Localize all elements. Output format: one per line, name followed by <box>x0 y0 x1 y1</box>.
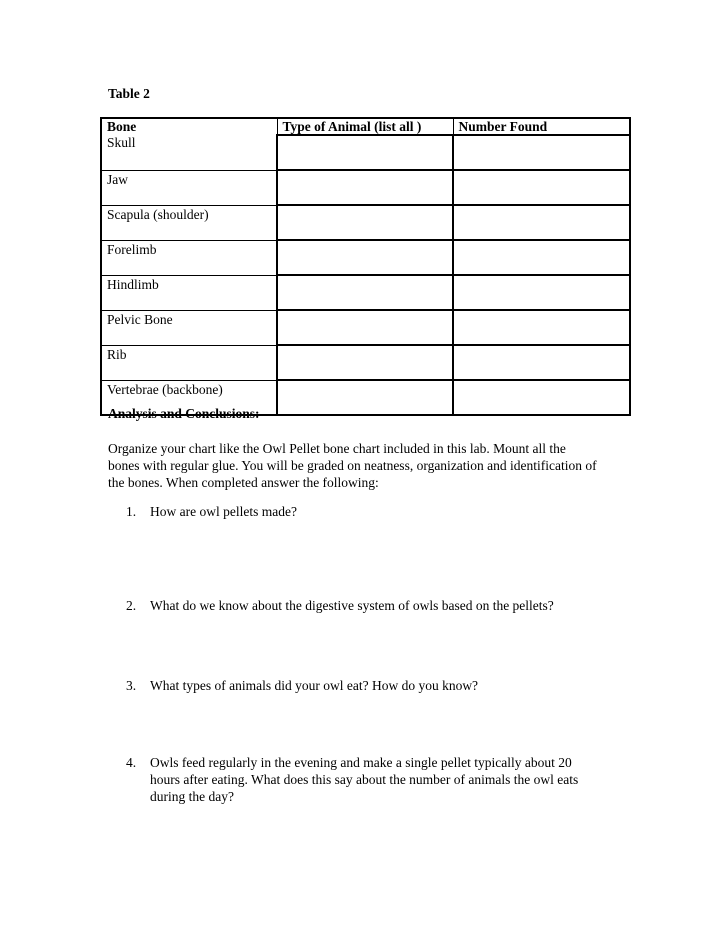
type-of-animal-cell[interactable] <box>277 345 453 380</box>
intro-line: Organize your chart like the Owl Pellet bone chart included in this lab. Mount all the <box>108 441 566 456</box>
type-of-animal-cell[interactable] <box>277 275 453 310</box>
bone-label: Rib <box>101 345 277 380</box>
question-line: hours after eating. What does this say about the number of animals the owl eats <box>150 772 579 787</box>
header-number-found: Number Found <box>453 118 630 135</box>
question-text <box>150 503 626 520</box>
question-number: 1. <box>126 504 137 519</box>
type-of-animal-cell[interactable] <box>277 380 453 415</box>
intro-line: bones with regular glue. You will be graded on neatness, organization and identification of <box>108 458 597 473</box>
question-text <box>150 677 626 694</box>
header-bone: Bone <box>101 118 277 135</box>
table-row <box>101 205 630 240</box>
bone-label: Vertebrae (backbone) <box>101 380 277 415</box>
number-found-cell[interactable] <box>453 240 630 275</box>
type-of-animal-cell[interactable] <box>277 170 453 205</box>
type-of-animal-cell[interactable] <box>277 135 453 170</box>
number-found-cell[interactable] <box>453 275 630 310</box>
table-header-row <box>101 118 630 135</box>
question-2 <box>126 597 626 614</box>
table-row <box>101 275 630 310</box>
bone-label: Jaw <box>101 170 277 205</box>
intro-paragraph <box>108 440 628 491</box>
number-found-cell[interactable] <box>453 135 630 170</box>
question-number: 4. <box>126 755 137 770</box>
table-title: Table 2 <box>108 86 150 101</box>
question-line: How are owl pellets made? <box>150 504 297 519</box>
question-3 <box>126 677 626 694</box>
analysis-heading: Analysis and Conclusions: <box>108 406 260 421</box>
bone-label: Skull <box>101 135 277 170</box>
question-line: during the day? <box>150 789 234 804</box>
bone-label: Pelvic Bone <box>101 310 277 345</box>
number-found-cell[interactable] <box>453 205 630 240</box>
question-line: Owls feed regularly in the evening and make a single pellet typically about 20 <box>150 755 572 770</box>
type-of-animal-cell[interactable] <box>277 310 453 345</box>
question-text <box>150 754 626 805</box>
question-text <box>150 597 626 614</box>
question-1 <box>126 503 626 520</box>
number-found-cell[interactable] <box>453 310 630 345</box>
table-row <box>101 170 630 205</box>
header-type-of-animal: Type of Animal (list all ) <box>277 118 453 135</box>
bone-table <box>100 117 631 416</box>
intro-line: the bones. When completed answer the following: <box>108 475 379 490</box>
table-row <box>101 240 630 275</box>
question-4 <box>126 754 626 805</box>
type-of-animal-cell[interactable] <box>277 240 453 275</box>
question-number: 3. <box>126 678 137 693</box>
table-row <box>101 135 630 170</box>
question-number: 2. <box>126 598 137 613</box>
table-row <box>101 345 630 380</box>
type-of-animal-cell[interactable] <box>277 205 453 240</box>
number-found-cell[interactable] <box>453 380 630 415</box>
number-found-cell[interactable] <box>453 170 630 205</box>
question-line: What types of animals did your owl eat? How do you know? <box>150 678 479 693</box>
table-row <box>101 310 630 345</box>
bone-label: Forelimb <box>101 240 277 275</box>
number-found-cell[interactable] <box>453 345 630 380</box>
bone-label: Scapula (shoulder) <box>101 205 277 240</box>
question-line: What do we know about the digestive system of owls based on the pellets? <box>150 598 554 613</box>
bone-label: Hindlimb <box>101 275 277 310</box>
